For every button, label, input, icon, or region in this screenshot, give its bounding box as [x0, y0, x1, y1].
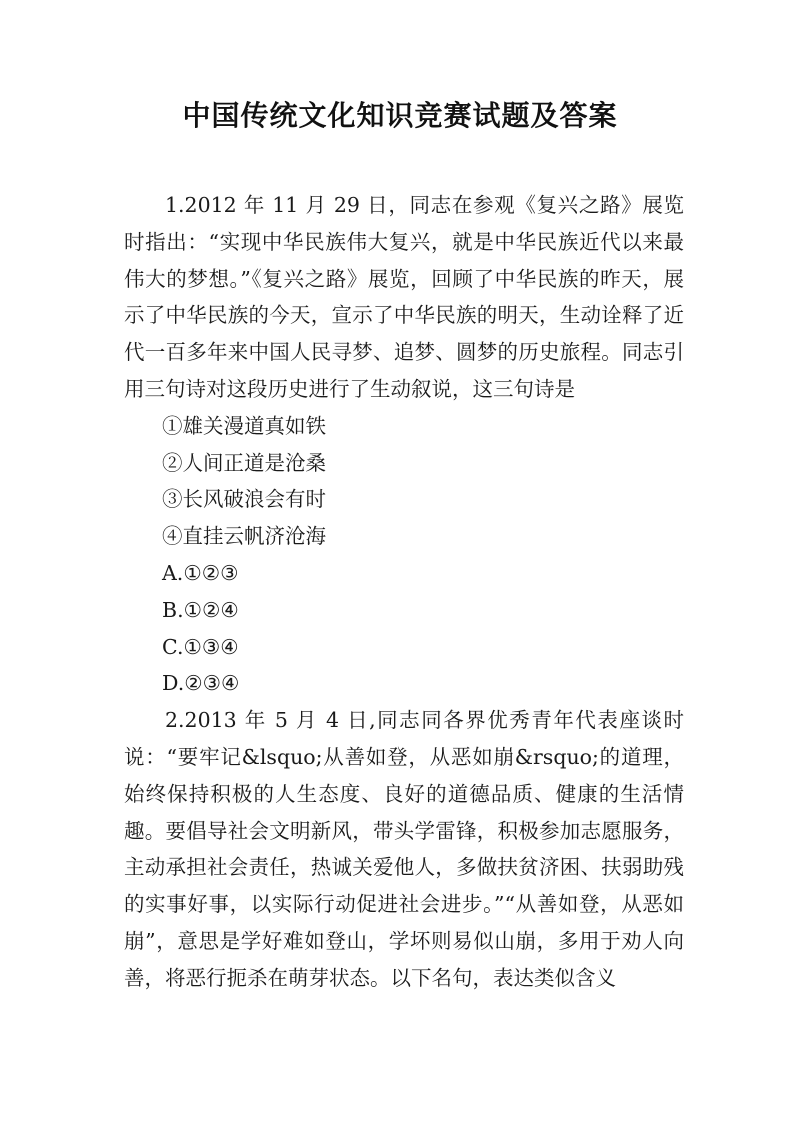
question-1-item: ①雄关漫道真如铁: [162, 413, 326, 438]
question-1-item: ④直挂云帆济沧海: [162, 524, 326, 549]
question-1-option-d: D.②③④: [162, 671, 240, 696]
question-1-option-a: A.①②③: [162, 560, 239, 585]
document-body: [124, 187, 684, 997]
question-2-text: 2.2013 年 5 月 4 日,同志同各界优秀青年代表座谈时说：“要牢记&lsquo;从善如登，从恶如崩&rsquo;的道理，始终保持积极的人生态度、良好的道德品质、健康的生活情趣。要倡导社会文明新风，带头学雷锋，积极参加志愿服务，主动承担社会责任，热诚关爱他人，多做扶贫济困、扶弱助残的实事好事，以实际行动促进社会进步。”“从善如登，从恶如崩”，意思是学好难如登山，学坏则易似山崩，多用于劝人向善，将恶行扼杀在萌芽状态。以下名句，表达类似含义: [124, 708, 684, 990]
document-title: 中国传统文化知识竞赛试题及答案: [182, 99, 618, 132]
question-1-text: 1.2012 年 11 月 29 日，同志在参观《复兴之路》展览时指出：“实现中华民族伟大复兴，就是中华民族近代以来最伟大的梦想。”《复兴之路》展览，回顾了中华民族的昨天，展示了中华民族的今天，宣示了中华民族的明天，生动诠释了近代一百多年来中国人民寻梦、追梦、圆梦的历史旅程。同志引用三句诗对这段历史进行了生动叙说，这三句诗是: [124, 193, 684, 401]
question-1-item: ③长风破浪会有时: [162, 487, 326, 512]
question-1-option-b: B.①②④: [162, 597, 239, 622]
question-1-option-c: C.①③④: [162, 634, 239, 659]
question-1-item: ②人间正道是沧桑: [162, 450, 326, 475]
